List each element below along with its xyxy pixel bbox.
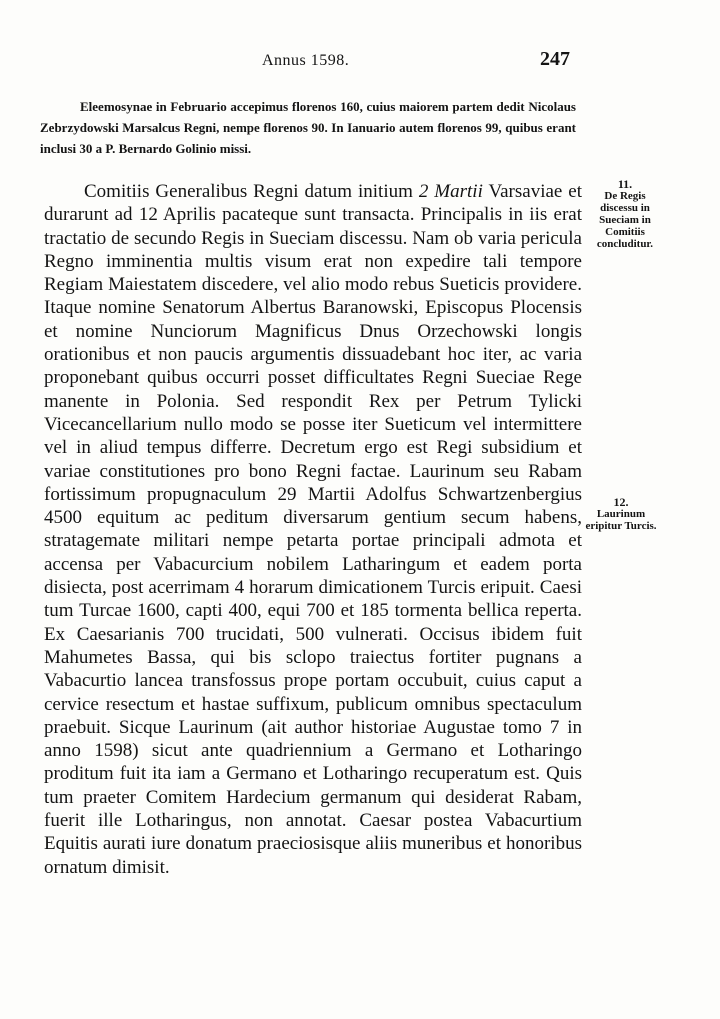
page-number: 247 (540, 48, 570, 70)
margin-note-text: De Regis discessu in Sueciam in Comitiis concluditur. (596, 190, 654, 250)
margin-note-12 (584, 496, 658, 532)
date-italic: 2 Martii (418, 181, 483, 202)
paragraph-text-rest: Varsaviae et durarunt ad 12 Aprilis pacateque sunt transacta. Principalis in iis erat tractatio de secundo Regis in Sueciam discessu. Nam ob varia pericula Regno imminentia multis visum erat non expedire tali tempore Regiam Maiestatem discedere, vel alio modo rebus Sueticis providere. Itaque nomine Senatorum Albertus Baranowski, Episcopus Plocensis et nomine Nunciorum Magnificus Dnus Orzechowski longis orationibus et non paucis argumentis dissuadebant hoc iter, ac varia proponebant quibus occurri posset difficultates Regni Sueciae Rege manente in Polonia. Sed respondit Rex per Petrum Tylicki Vicecancellarium nullo modo se posse iter Sueticum vel intermittere vel in aliud tempus differre. Decretum ergo est Regi subsidium et variae constitutiones pro bono Regni factae. Laurinum seu Rabam fortissimum propugnaculum 29 Martii Adolfus Schwartzenbergius 4500 equitum ac peditum diversarum gentium secum habens, stratagemate militari nempe petarta portae principali admota et accensa per Vabacurcium nobilem Latharingum et eadem porta disiecta, post acerrimam 4 horarum dimicationem Turcis eripuit. Caesi tum Turcae 1600, capti 400, equi 700 et 185 tormenta bellica reperta. Ex Caesarianis 700 trucidati, 500 vulnerati. Occisus ibidem fuit Mahumetes Bassa, qui bis sclopo traiectus fortiter pugnans a Vabacurtio lancea transfossus prope portam occubuit, cuius caput a cervice resectum et hastae suffixum, publicum omnibus spectaculum praebuit. Sicque Laurinum (ait author historiae Augustae tomo 7 in anno 1598) sicut ante quadriennium a Germano et Lotharingo proditum fuit ita iam a Germano et Lotharingo recuperatum est. Quis tum praeter Comitem Hardecium germanum qui desiderat Rabam, fuerit ille Lotharingus, non annotat. Caesar postea Vabacurtium Equitis aurati iure donatum praeciosisque aliis muneribus et honoribus ornatum dimisit. (44, 181, 583, 878)
paragraph-text-start: Comitiis Generalibus Regni datum initium (84, 181, 419, 202)
alms-note: Eleemosynae in Februario accepimus florenos 160, cuius maiorem partem dedit Nicolaus Zebrzydowski Marsalcus Regni, nempe florenos 90. In Ianuario autem florenos 99, quibus erant inclusi 30 a P. Bernardo Golinio missi. (40, 99, 576, 156)
margin-note-text: Laurinum eripitur Turcis. (585, 508, 657, 532)
margin-note-11 (592, 178, 658, 250)
running-header: Annus 1598. (262, 52, 350, 69)
margin-note-number: 11. (617, 177, 633, 191)
margin-note-number: 12. (613, 495, 629, 509)
main-paragraph (44, 180, 582, 879)
